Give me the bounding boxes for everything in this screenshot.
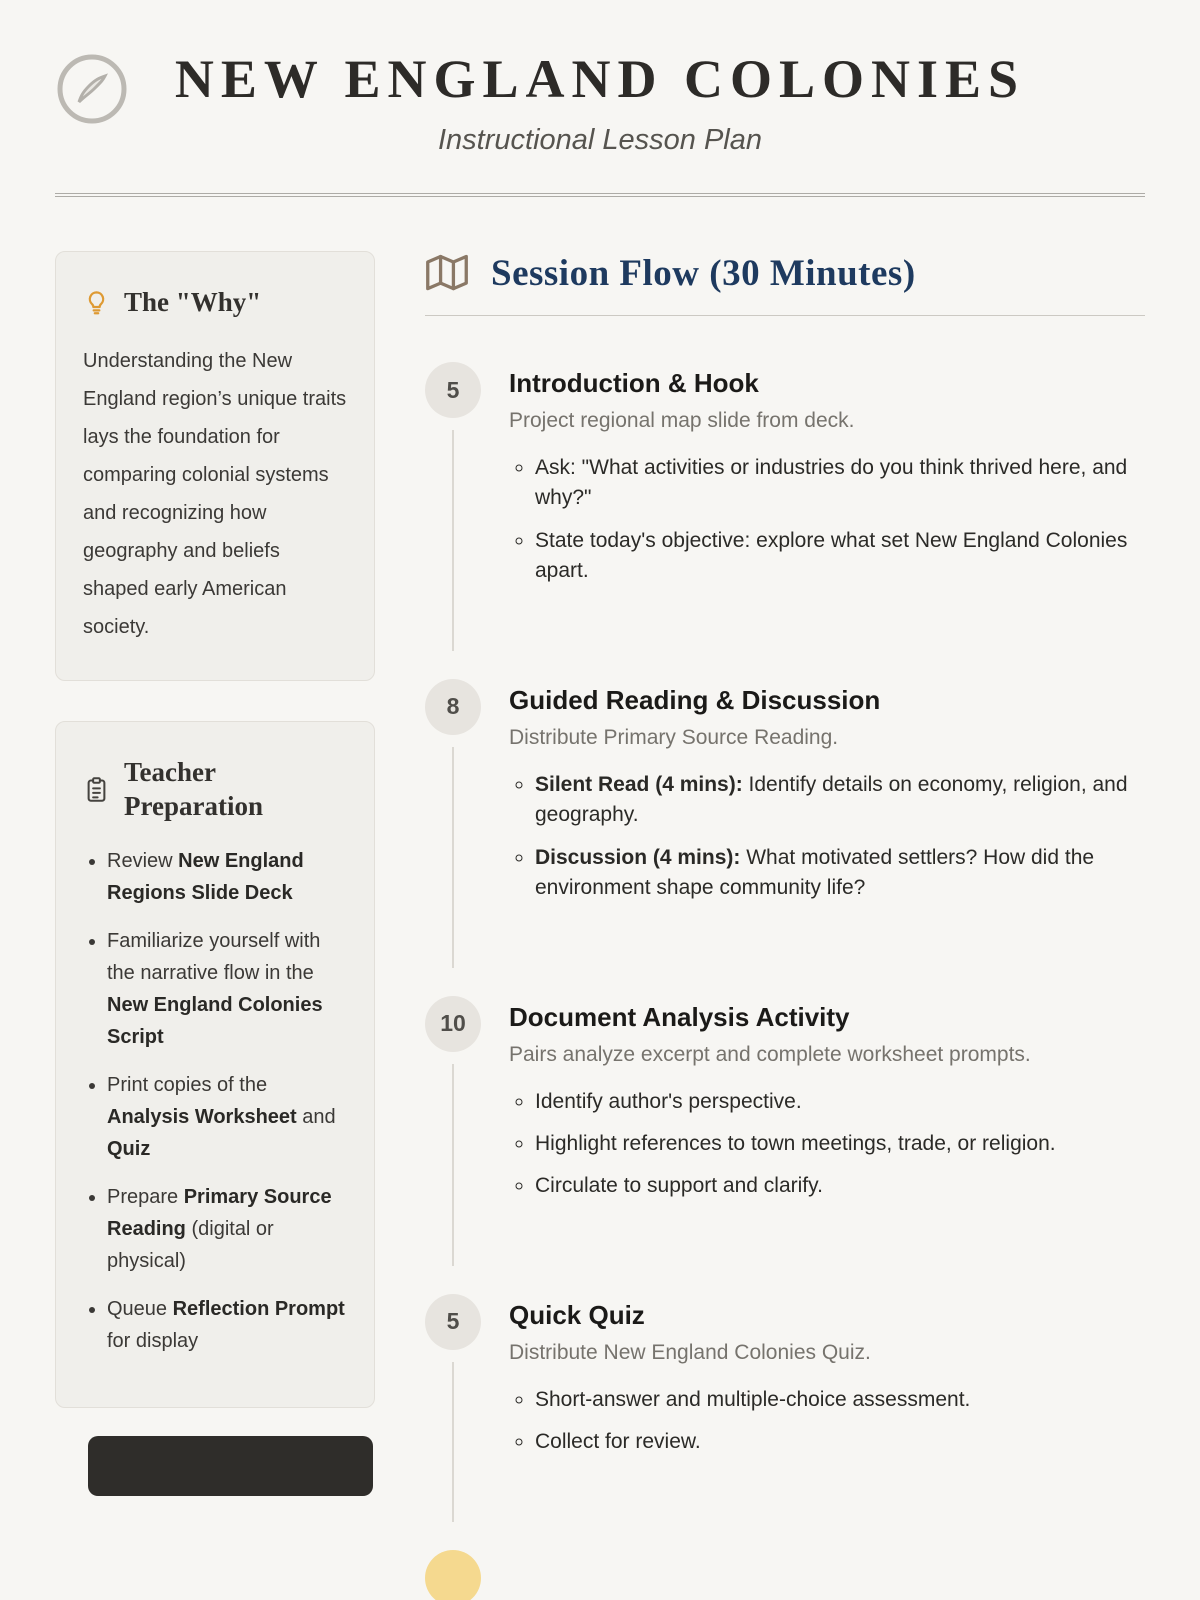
step-description: Pairs analyze excerpt and complete worksheet prompts.: [509, 1042, 1031, 1066]
step-connector-line: [452, 1362, 454, 1522]
session-step-partial: [425, 1550, 1145, 1600]
step-bullet: ◦ Circulate to support and clarify.: [535, 1171, 1131, 1201]
prep-item: • Queue Reflection Prompt for display: [107, 1293, 347, 1357]
prep-item: • Familiarize yourself with the narrative flow in the New England Colonies Script: [107, 925, 347, 1053]
step-description: Project regional map slide from deck.: [509, 409, 855, 432]
step-title: Document Analysis Activity: [509, 1001, 850, 1032]
step-bullet: ◦ Silent Read (4 mins): Identify details on economy, religion, and geography.: [535, 770, 1131, 831]
step-bullet: ◦ Highlight references to town meetings, trade, or religion.: [535, 1129, 1131, 1159]
next-card-partial: [88, 1436, 373, 1496]
step-bullet: ◦ Identify author's perspective.: [535, 1087, 1131, 1117]
timeline: [425, 362, 1145, 1600]
session-step: [425, 996, 1145, 1294]
header-divider: [55, 193, 1145, 197]
prep-item: • Prepare Primary Source Reading (digital or physical): [107, 1181, 347, 1277]
step-bullet: ◦ Discussion (4 mins): What motivated settlers? How did the environment shape community life?: [535, 843, 1131, 904]
step-title: Guided Reading & Discussion: [509, 684, 881, 715]
step-description: Distribute Primary Source Reading.: [509, 725, 839, 749]
step-content: [509, 1294, 1145, 1550]
lightbulb-icon: [83, 289, 110, 316]
session-flow-header: [425, 251, 1145, 316]
step-description: Distribute New England Colonies Quiz.: [509, 1340, 871, 1364]
session-flow: [425, 251, 1145, 1600]
session-flow-title: Session Flow (30 Minutes): [491, 252, 916, 294]
sidebar: [55, 251, 375, 1496]
duration-badge: 5: [425, 362, 481, 418]
prep-item: • Review New England Regions Slide Deck: [107, 845, 347, 909]
duration-badge: 5: [425, 1294, 481, 1350]
duration-badge-partial: [425, 1550, 481, 1600]
step-title: Introduction & Hook: [509, 368, 759, 398]
step-bullet-list: [509, 453, 1131, 587]
why-card: [55, 251, 375, 681]
step-bullet: ◦ Short-answer and multiple-choice assessment.: [535, 1385, 1131, 1415]
step-bullet: ◦ Ask: "What activities or industries do you think thrived here, and why?": [535, 453, 1131, 514]
step-bullet-list: [509, 1385, 1131, 1458]
step-content: [509, 679, 1145, 996]
step-rail: [425, 679, 481, 996]
teacher-prep-card: [55, 721, 375, 1409]
map-icon: [425, 251, 469, 295]
step-connector-line: [452, 747, 454, 968]
teacher-prep-list: [83, 845, 347, 1357]
session-step: [425, 362, 1145, 679]
step-bullet-list: [509, 770, 1131, 904]
content-columns: [0, 251, 1200, 1600]
step-rail: [425, 1294, 481, 1550]
step-bullet: ◦ Collect for review.: [535, 1427, 1131, 1457]
session-step: [425, 679, 1145, 996]
compass-icon: [55, 52, 129, 126]
teacher-prep-header: [83, 756, 347, 824]
step-rail: [425, 996, 481, 1294]
why-card-header: [83, 286, 347, 320]
step-rail: [425, 362, 481, 679]
step-bullet: ◦ State today's objective: explore what set New England Colonies apart.: [535, 526, 1131, 587]
step-bullet-list: [509, 1087, 1131, 1202]
teacher-prep-title: Teacher Preparation: [124, 756, 263, 821]
duration-badge: 10: [425, 996, 481, 1052]
clipboard-icon: [83, 776, 110, 803]
step-connector-line: [452, 430, 454, 651]
page-title: NEW ENGLAND COLONIES: [174, 49, 1026, 109]
why-card-body: Understanding the New England region’s unique traits lays the foundation for comparing colonial systems and recognizing how geography and beliefs shaped early American society.: [83, 349, 347, 638]
why-card-title: The "Why": [124, 287, 262, 317]
duration-badge: 8: [425, 679, 481, 735]
step-connector-line: [452, 1064, 454, 1266]
header: [0, 0, 1200, 157]
page-subtitle: Instructional Lesson Plan: [437, 124, 763, 156]
session-step: [425, 1294, 1145, 1550]
step-content: [509, 362, 1145, 679]
prep-item: • Print copies of the Analysis Worksheet and Quiz: [107, 1069, 347, 1165]
step-title: Quick Quiz: [509, 1299, 645, 1330]
step-rail: [425, 1550, 481, 1600]
step-content: [509, 996, 1145, 1294]
